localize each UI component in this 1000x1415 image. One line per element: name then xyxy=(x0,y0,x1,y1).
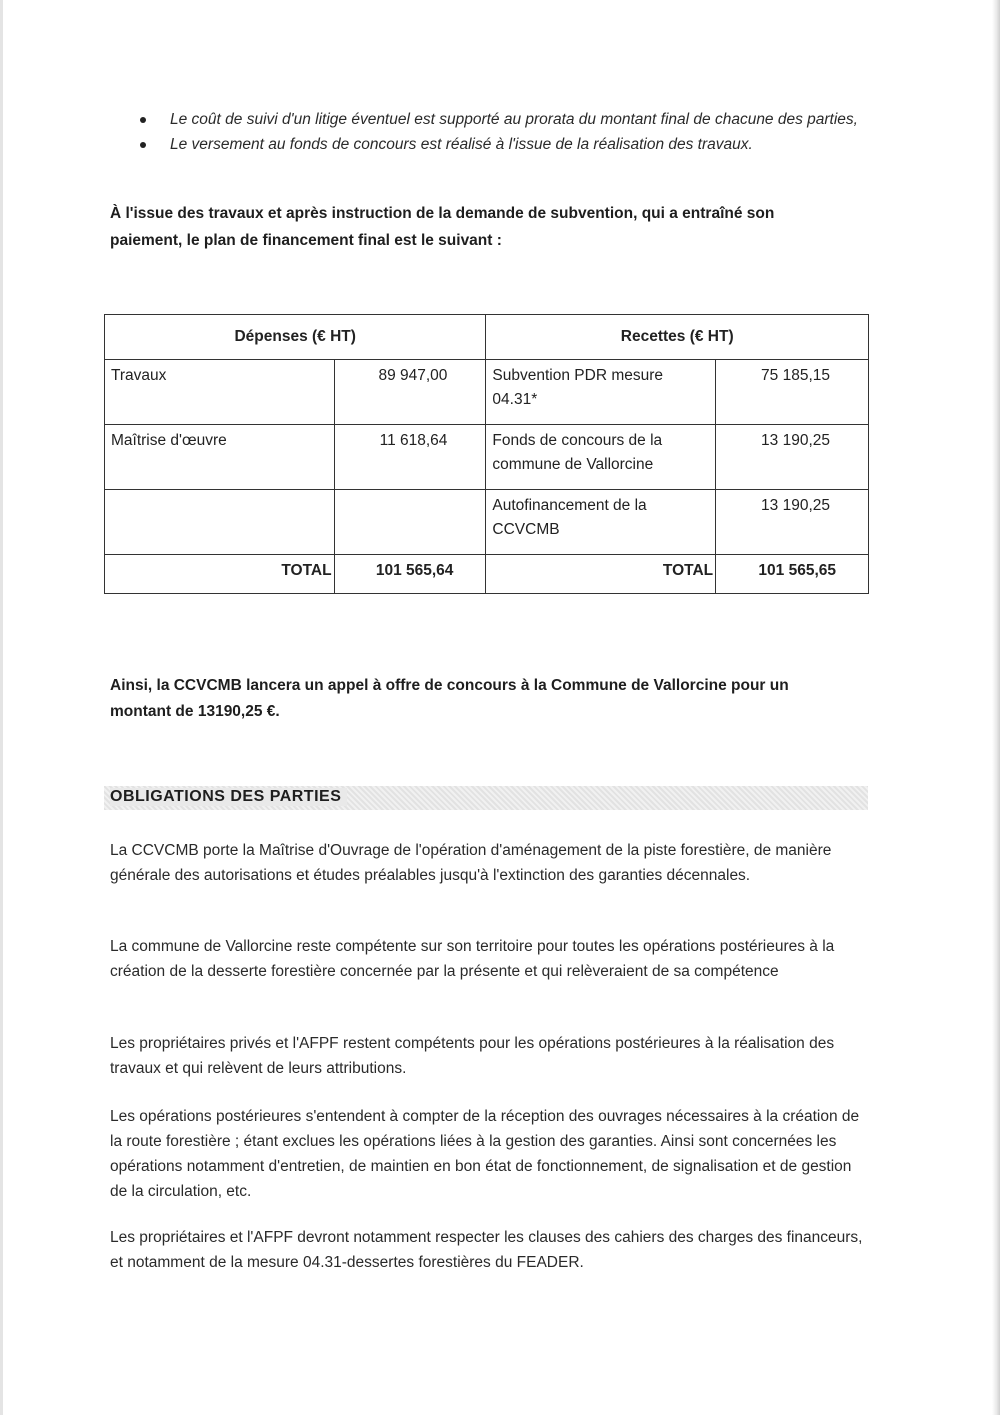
paragraph: La CCVCMB porte la Maîtrise d'Ouvrage de l'opération d'aménagement de la piste forestière, de manière générale des autorisations et études préalables jusqu'à l'extinction des garanties décennales. xyxy=(110,842,832,884)
table-row xyxy=(105,425,869,490)
scan-left-edge xyxy=(0,0,3,1415)
header-depenses: Dépenses (€ HT) xyxy=(105,315,486,360)
section-heading: OBLIGATIONS DES PARTIES xyxy=(110,788,347,806)
dep-value: 11 618,64 xyxy=(334,425,486,490)
rec-label: Fonds de concours de la commune de Vallorcine xyxy=(486,425,716,490)
paragraph: La commune de Vallorcine reste compétente sur son territoire pour toutes les opérations postérieures à la création de la desserte forestière concernée par la présente et qui relèveraient de sa compétence xyxy=(110,938,835,980)
header-recettes: Recettes (€ HT) xyxy=(486,315,869,360)
list-item xyxy=(140,133,860,156)
table-row xyxy=(105,490,869,555)
total-depenses: 101 565,64 xyxy=(334,555,486,594)
total-label-recettes: TOTAL xyxy=(486,555,716,594)
rec-value: 75 185,15 xyxy=(716,360,869,425)
dep-label: Maîtrise d'œuvre xyxy=(105,425,335,490)
total-label-depenses: TOTAL xyxy=(105,555,335,594)
paragraph: Les opérations postérieures s'entendent à compter de la réception des ouvrages nécessaires à la création de la route forestière ; étant exclues les opérations liées à la gestion des garanties. Ainsi sont concernées les opérations notamment d'entretien, de maintien en bon état de fonctionnement, de signalisation et de gestion de la circulation, etc. xyxy=(110,1108,860,1200)
bullet-icon xyxy=(140,117,146,123)
table-total-row xyxy=(105,555,869,594)
bullet-text: Le coût de suivi d'un litige éventuel est supporté au prorata du montant final de chacune des parties, xyxy=(170,111,858,128)
table-row xyxy=(105,360,869,425)
total-recettes: 101 565,65 xyxy=(716,555,869,594)
rec-value: 13 190,25 xyxy=(716,425,869,490)
financing-plan-table xyxy=(104,314,869,594)
dep-value: 89 947,00 xyxy=(334,360,486,425)
dep-value xyxy=(334,490,486,555)
dep-label xyxy=(105,490,335,555)
paragraph: Les propriétaires et l'AFPF devront notamment respecter les clauses des cahiers des charges des financeurs, et notamment de la mesure 04.31-dessertes forestières du FEADER. xyxy=(110,1229,863,1271)
dep-label: Travaux xyxy=(105,360,335,425)
bullet-text: Le versement au fonds de concours est réalisé à l'issue de la réalisation des travaux. xyxy=(170,136,753,153)
bullet-list xyxy=(140,108,860,158)
scan-right-edge xyxy=(992,0,1000,1415)
list-item xyxy=(140,108,860,131)
rec-label: Autofinancement de la CCVCMB xyxy=(486,490,716,555)
rec-value: 13 190,25 xyxy=(716,490,869,555)
paragraph: Les propriétaires privés et l'AFPF restent compétents pour les opérations postérieures à la réalisation des travaux et qui relèvent de leurs attributions. xyxy=(110,1035,835,1077)
conclusion-paragraph: Ainsi, la CCVCMB lancera un appel à offre de concours à la Commune de Vallorcine pour un montant de 13190,25 €. xyxy=(110,677,789,720)
table-header-row xyxy=(105,315,869,360)
intro-paragraph: À l'issue des travaux et après instruction de la demande de subvention, qui a entraîné son paiement, le plan de financement final est le suivant : xyxy=(110,205,775,249)
rec-label: Subvention PDR mesure 04.31* xyxy=(486,360,716,425)
bullet-icon xyxy=(140,142,146,148)
